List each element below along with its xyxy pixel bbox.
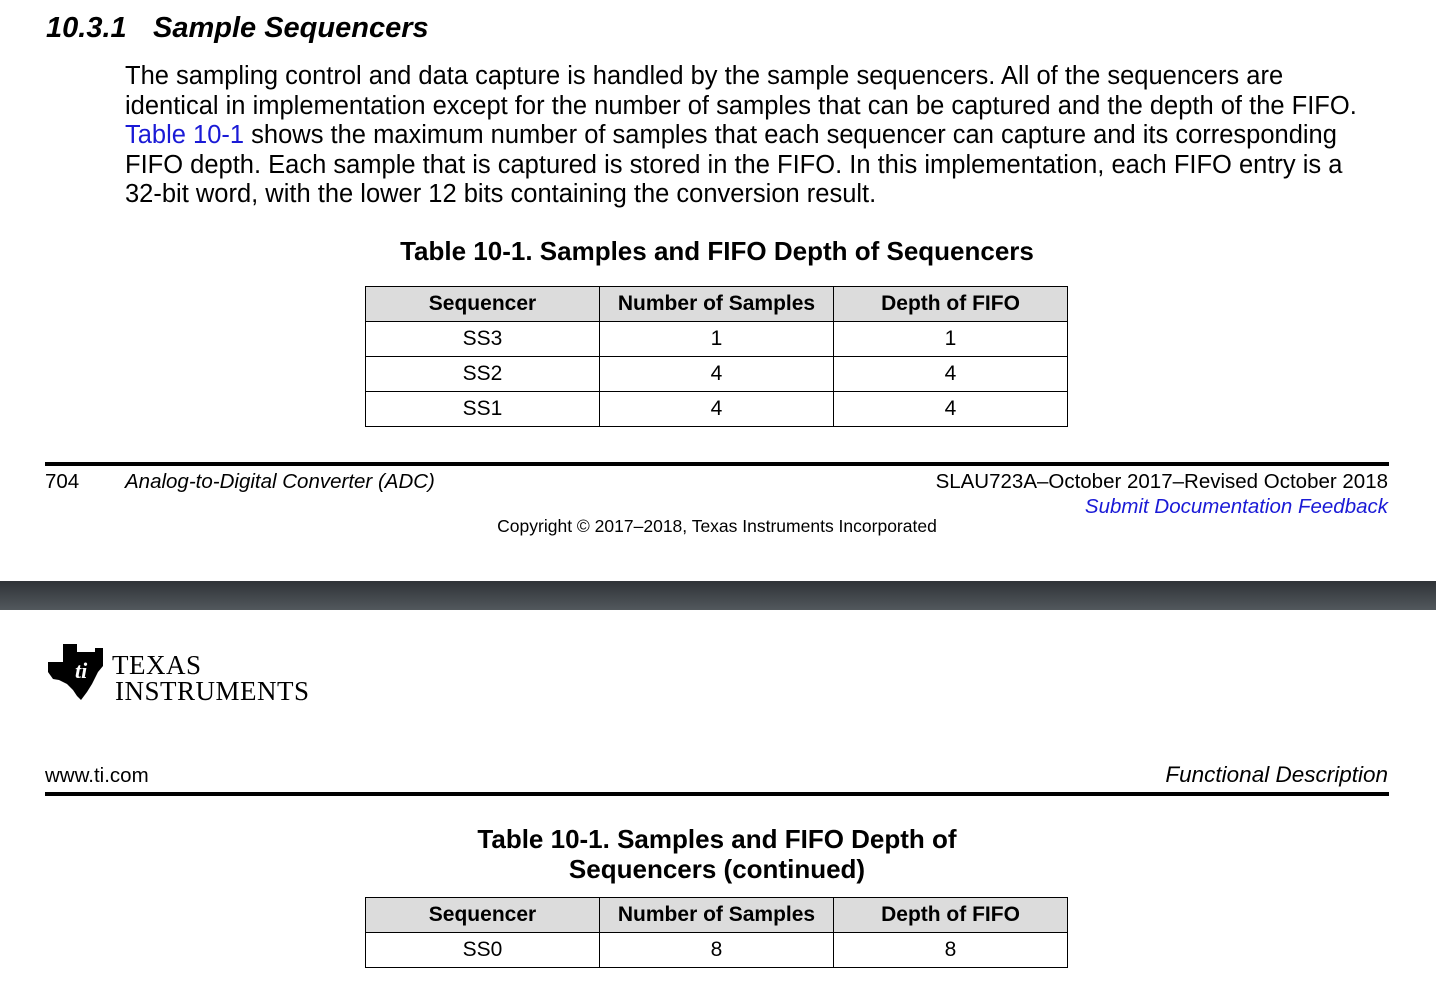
table-cell: SS3: [366, 322, 600, 357]
document-id: SLAU723A–October 2017–Revised October 2018: [935, 470, 1388, 493]
column-header: Sequencer: [366, 898, 600, 933]
page-separator: [0, 581, 1436, 610]
table2-title-line1: Table 10-1. Samples and FIFO Depth of: [477, 824, 957, 854]
column-header: Depth of FIFO: [834, 898, 1068, 933]
table-cell: 1: [834, 322, 1068, 357]
table-row: [366, 357, 1068, 392]
footer-rule: [45, 462, 1389, 466]
svg-text:ti: ti: [75, 658, 88, 683]
logo-text-texas: TEXAS: [112, 650, 202, 680]
table2-title-line2: Sequencers (continued): [568, 854, 866, 884]
paragraph-text-1: The sampling control and data capture is handled by the sample sequencers. All of the sequencers are identical in implementation except for the number of samples that can be captured and the depth of the FIFO.: [125, 62, 1357, 120]
logo-wordmark-instruments: [115, 676, 310, 707]
table2: [365, 897, 1068, 968]
page-number: 704: [45, 470, 80, 493]
table2-header-row: [366, 898, 1068, 933]
chapter-title: Analog-to-Digital Converter (ADC): [125, 470, 435, 493]
website-link[interactable]: www.ti.com: [45, 764, 149, 787]
table1-title: Table 10-1. Samples and FIFO Depth of Sequencers: [400, 236, 1034, 266]
paragraph-text-2: shows the maximum number of samples that each sequencer can capture and its corresponding FIFO depth. Each sample that is captured is stored in the FIFO. In this implementation, each FIFO entry is a 32-bit word, with the lower 12 bits containing the conversion result.: [125, 121, 1343, 208]
header-rule: [45, 792, 1389, 796]
table-cell: 8: [834, 933, 1068, 968]
section-heading: [46, 12, 429, 45]
table-cell: 4: [600, 357, 834, 392]
table-cell: SS1: [366, 392, 600, 427]
copyright-notice: Copyright © 2017–2018, Texas Instruments Incorporated: [497, 516, 937, 536]
table-row: [366, 322, 1068, 357]
texas-instruments-logo-icon: [48, 644, 108, 700]
table1-header-row: [366, 287, 1068, 322]
table-cell: 8: [600, 933, 834, 968]
table-reference-link[interactable]: Table 10-1: [125, 121, 245, 149]
body-paragraph: [125, 62, 1365, 210]
submit-feedback-link[interactable]: Submit Documentation Feedback: [1084, 495, 1388, 518]
column-header: Depth of FIFO: [834, 287, 1068, 322]
section-title: Sample Sequencers: [153, 12, 429, 44]
table1: [365, 286, 1068, 427]
column-header: Number of Samples: [600, 898, 834, 933]
logo-text-instruments: INSTRUMENTS: [115, 676, 310, 706]
table-row: [366, 933, 1068, 968]
section-number: 10.3.1: [46, 12, 127, 44]
table-cell: 1: [600, 322, 834, 357]
table-cell: 4: [834, 392, 1068, 427]
section-name-header: Functional Description: [1165, 762, 1388, 787]
table-cell: SS2: [366, 357, 600, 392]
table-cell: 4: [600, 392, 834, 427]
column-header: Number of Samples: [600, 287, 834, 322]
table-cell: SS0: [366, 933, 600, 968]
table-cell: 4: [834, 357, 1068, 392]
column-header: Sequencer: [366, 287, 600, 322]
table-row: [366, 392, 1068, 427]
